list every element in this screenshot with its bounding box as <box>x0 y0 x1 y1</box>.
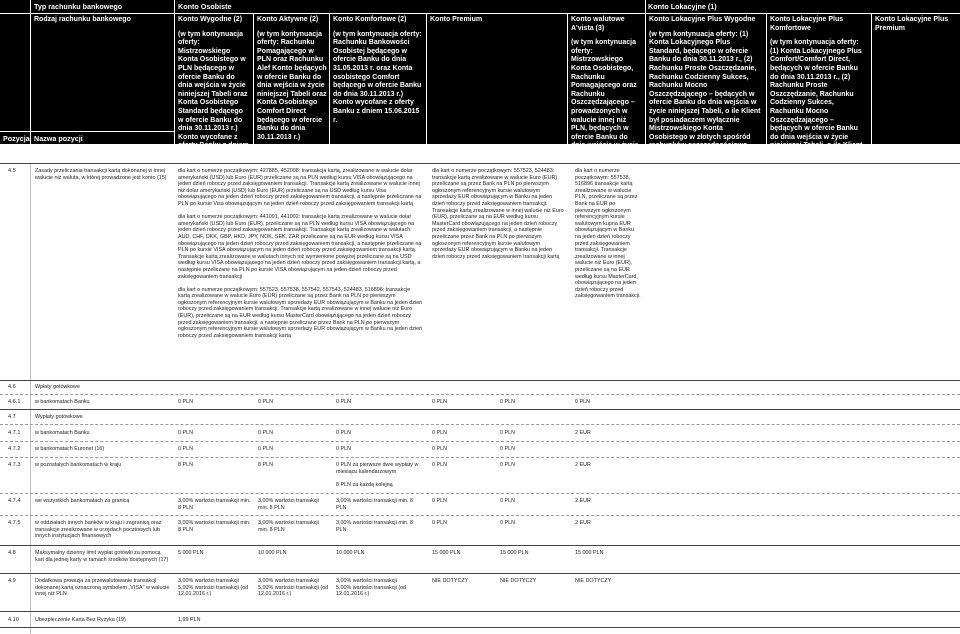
val-walutowe: 2 EUR <box>575 462 591 468</box>
val-premium-2: 0 PLN <box>500 430 515 436</box>
row-pos: 4.6.1 <box>8 399 21 405</box>
val-wygodne: 3,00% wartości transakcji 5,00% wartości transakcji (od 12.01.2016 r.) <box>178 578 249 598</box>
col-desc: (w tym kontynuacja oferty: Mistrzowskiego Konta Osobistego, Rachunku Pomagającego oraz Rachunku Oszczędzającego – prowadzonych w walucie innej niż PLN, będących w ofercie Banku do dnia wejścia w życie niniejszej Tabeli) <box>571 39 639 158</box>
row-name: w oddziałach innych banków w kraju i zagranicą oraz transakcje zrealizowane w urzędach pocztowych lub innych instytucjach finansowych <box>35 520 162 540</box>
val-walutowe: 0 PLN <box>575 399 590 405</box>
val-walutowe: 2 EUR <box>575 498 591 504</box>
row-pos: 4.7 <box>8 414 16 420</box>
col-title: Konto Aktywne (2) <box>257 16 319 23</box>
col-title: Konto Premium <box>430 16 483 23</box>
val-wygodne: 5 000 PLN <box>178 550 204 556</box>
val-komfortowe: 3,00% wartości transakcji min. 8 PLN <box>336 498 413 511</box>
val-wygodne: 3,00% wartości transakcji min. 8 PLN <box>178 520 251 533</box>
val-komfortowe: 0 PLN za pierwsze dwie wypłaty w miesiącu kalendarzowym 8 PLN za każdą kolejną <box>336 462 419 488</box>
row-pos: 4.10 <box>8 617 19 623</box>
val-komfortowe: 0 PLN <box>336 430 351 436</box>
val-aktywne: 0 PLN <box>258 430 273 436</box>
val-wygodne: 0 PLN <box>178 446 193 452</box>
val-wygodne: 1,99 PLN <box>178 617 201 623</box>
val-wygodne: 0 PLN <box>178 399 193 405</box>
col-title: Konto Lokacyjne Plus Wygodne <box>649 16 756 23</box>
val-komfortowe: 0 PLN <box>336 399 351 405</box>
val-aktywne: 3,00% wartości transakcji min. 8 PLN <box>258 520 319 533</box>
val-wygodne: 0 PLN <box>178 430 193 436</box>
val-walutowe: 2 EUR <box>575 430 591 436</box>
val-premium: 0 PLN <box>432 462 447 468</box>
row-pos: 4.7.5 <box>8 520 21 526</box>
col-desc: (w tym kontynuacja oferty: (1) Konta Lokacyjnego Plus Comfort/Comfort Direct, będących w ofercie Banku do dnia 30.11.2013 r., (2) Rachunku Proste Oszczędzanie, Rachunku Codzienny Sukces, Rachunku Mocno Oszczędzającego – będących w ofercie Banku do dnia wejścia w życie niniejszej Tabeli, o ile Klient nie spełnia kryteriów kontynuacji oferty dla Konta Lokacyjnego Plus Wygodnego) <box>770 39 865 184</box>
val-premium-2: 0 PLN <box>500 462 515 468</box>
col-title: Konto Komfortowe (2) <box>333 16 407 23</box>
row-cell-wygodne-komfortowe: dla kart o numerze początkowym: 427885, 452008: transakcja kartą, zrealizowane w walucie dolar amerykański (USD) lub Euro (EUR) przeliczane są na PLN według kursu VISA obowiązującego na jeden dzień roboczy przed zaksięgowaniem transakcji. Transakcje kartą zrealizowane w walucie innej niż dolar amerykański (USD) lub Euro (EUR) przeliczane są na USD według kursu Visa obowiązującego na jeden dzień roboczy przed zaksięgowaniem transakcji, a następnie przeliczane na PLN po kursie Visa obowiązującym na jeden dzień roboczy przed zaksięgowaniem transakcji kartą dla kart o numerze początkowym: 441091, 441092: transakcje kartą zrealizowane w walucie dolar amerykański (USD) lub Euro (EUR), przeliczane są na PLN według kursu VISA obowiązującego na jeden dzień roboczy przed zaksięgowaniem transakcji. Transakcje kartą zrealizowane w walutach: AUD, CHF, DKK, GBP, HKD, JPY, NOK, SEK, ZAR przeliczane są na EUR według kursu VISA obowiązującego na jeden dzień roboczy przed zaksięgowaniem transakcji, a następnie przeliczane na PLN po kursie VISA obowiązującym na jeden dzień roboczy przed zaksięgowaniem transakcji kartą. Transakcje kartą zrealizowane w walutach innych niż wymienione powyżej przeliczane są na USD według kursu VISA obowiązującego na jeden dzień roboczy przed zaksięgowaniem transakcji kartą, a następnie przeliczane na PLN po kursie VISA obowiązującym na jeden dzień roboczy przed zaksięgowaniem transakcji dla kart o numerze początkowym: 557523, 557538, 557542, 557543, 524483, 516896: transakcje kartą zrealizowane w walucie Euro (EUR) przeliczane są przez Bank na PLN po pierwszym ogłoszonym referencyjnym kursie walutowym sprzedaży EUR obowiązującym w Banku na jeden dzień roboczy przed zaksięgowaniem transakcji. Transakcje kartą zrealizowane w innej walucie niż Euro (EUR), przeliczane są na EUR według kursu MasterCard obowiązującego na jeden dzień roboczy przed zaksięgowaniem transakcji, a następnie przeliczane przez Bank na PLN po pierwszym ogłoszonym referencyjnym kursie walutowym sprzedaży EUR obowiązującym w Banku na jeden dzień roboczy przed zaksięgowaniem transakcji kartą <box>178 168 423 339</box>
header-konto-premium <box>427 14 567 144</box>
val-walutowe: NIE DOTYCZY <box>575 578 612 584</box>
row-name: Wypłaty gotówkowe <box>35 414 83 420</box>
col-desc: (w tym kontynuacja oferty: (1) Konta Lokacyjnego Plus Standard, będącego w ofercie Banku do dnia 30.11.2013 r., (2) Rachunku Proste Oszczędzanie, Rachunku Codzienny Sukces, Rachunku Mocno Oszczędzającego – będących w ofercie Banku do dnia wejścia w życie niniejszej Tabeli, o ile Klient był posiadaczem wyłącznie Mistrzowskiego Konta Osobistego w złotych spośród rachunków oszczędnościowo-rozliczeniowych w złotych, do których zastosowanie miał Regulamin Konta) <box>649 30 761 176</box>
val-aktywne: 3,00% wartości transakcji min. 8 PLN <box>258 498 319 511</box>
row-name: w pozostałych bankomatach w kraju <box>35 462 122 468</box>
val-aktywne: 10 000 PLN <box>258 550 287 556</box>
val-premium-2: 0 PLN <box>500 446 515 452</box>
row-cell-walutowe: dla kart o numerze początkowym: 557538, 516896 transakcje kartą zrealizowane w walucie PLN, przeliczane są przez Bank na EUR po pierwszym ogłoszonym referencyjnym kursie walutowym kupna EUR obowiązującym w Banku na jeden dzień roboczy przed zaksięgowaniem transakcji. Transakcje zrealizowane w innej walucie niż Euro (EUR), przeliczane są na EUR według kursu MasterCard, obowiązującego na jeden dzień roboczy przed zaksięgowaniem transakcji. <box>575 168 641 300</box>
val-premium-2: NIE DOTYCZY <box>500 578 537 584</box>
rodzaj-label: Rodzaj rachunku bankowego <box>34 16 131 23</box>
row-pos: 4.7.1 <box>8 430 21 436</box>
row-name: Dodatkowa prowizja za przewalutowanie transakcji dokonanej kartą oznaczoną symbolem „VISA" w walucie innej niż PLN <box>35 578 170 598</box>
row-pos: 4.9 <box>8 578 16 584</box>
val-komfortowe: 10 000 PLN <box>336 550 365 556</box>
col-desc: (w tym kontynuacja oferty: Mistrzowskiego Konta Osobistego w PLN będącego w ofercie Banku do dnia wejścia w życie niniejszej Tabeli oraz Konta Osobistego Standard będącego w ofercie Banku do dnia 30.11.2013 r.) Konto wycofane z oferty Banku z dniem 15.06.2015 r. <box>178 30 249 158</box>
row-name: Zasady przeliczania transakcji kartą dokonanej w innej walucie niż waluta, w której prowadzone jest konto (15) <box>35 168 167 181</box>
val-komfortowe: 0 PLN <box>336 446 351 452</box>
header-lokacyjne-premium <box>872 14 960 144</box>
val-premium: 0 PLN <box>432 520 447 526</box>
header-konto-komfortowe <box>330 14 426 144</box>
val-premium: 0 PLN <box>432 399 447 405</box>
val-premium-2: 15 000 PLN <box>500 550 529 556</box>
row-name: w bankomatach Banku <box>35 399 90 405</box>
row-name: Maksymalny dzienny limit wypłat gotówki za pomocą kart dla jednej karty w ramach środków dostępnych (17) <box>35 550 169 563</box>
val-wygodne: 3,00% wartości transakcji min. 8 PLN <box>178 498 251 511</box>
header-lokacyjne-wygodne <box>646 14 766 176</box>
val-premium: 15 000 PLN <box>432 550 461 556</box>
header-pozycja: Pozycja <box>0 132 30 144</box>
row-pos: 4.7.2 <box>8 446 21 452</box>
row-name: w bankomatach Banku <box>35 430 90 436</box>
col-desc: (w tym kontynuacja oferty: Rachunku Bankowości Osobistej będącego w ofercie Banku do dnia 31.05.2013 r. oraz Konta osobistego Comfort będącego w ofercie Banku do dnia 30.11.2013 r.) Konto wycofane z oferty Banku z dniem 15.06.2015 r. <box>333 30 422 124</box>
row-pos: 4.7.3 <box>8 462 21 468</box>
col-title: Konto Lokacyjne Plus Komfortowe <box>770 16 844 32</box>
val-komfortowe: 3,00% wartości transakcji 5,00% wartości transakcji (od 12.01.2016 r.) <box>336 578 407 598</box>
row-pos: 4.8 <box>8 550 16 556</box>
val-aktywne: 0 PLN <box>258 446 273 452</box>
header-konto-wygodne <box>175 14 253 158</box>
val-premium-2: 0 PLN <box>500 498 515 504</box>
val-premium: 0 PLN <box>432 498 447 504</box>
val-walutowe: 15 000 PLN <box>575 550 604 556</box>
row-pos: 4.7.4 <box>8 498 21 504</box>
row-name: we wszystkich bankomatach za granicą <box>35 498 130 504</box>
val-premium: NIE DOTYCZY <box>432 578 469 584</box>
val-premium-2: 0 PLN <box>500 520 515 526</box>
header-konto-aktywne <box>254 14 330 144</box>
val-premium-2: 0 PLN <box>500 399 515 405</box>
val-premium: 0 PLN <box>432 446 447 452</box>
row-name: w bankomatach Euronet (16) <box>35 446 105 452</box>
col-title: Konto Lokacyjne Plus Premium <box>875 16 949 32</box>
col-desc: (w tym kontynuacja oferty: Rachunku Pomagającego w PLN oraz Rachunku Alef Konto będących w ofercie Banku do dnia wejścia w życie niniejszej Tabeli oraz Konta Osobistego Comfort Direct będącego w ofercie Banku do dnia 30.11.2013 r.) <box>257 30 327 141</box>
row-pos: 4.6 <box>8 384 16 390</box>
header-osobiste-group: Konto Osobiste <box>175 0 641 12</box>
row-pos: 4.5 <box>8 168 16 174</box>
header-col0-title: Typ rachunku bankowego <box>31 0 173 12</box>
header-col0-sub <box>31 14 173 130</box>
row-cell-premium: dla kart o numerze początkowym: 557523, 524483: transakcje kartą zrealizowane w walucie Euro (EUR) przeliczane są przez Bank na PLN po pierwszym ogłoszonym referencyjnym kursie walutowym sprzedaży EUR obowiązującym w Banku na jeden dzień roboczy przed zaksięgowaniem transakcji. Transakcje kartą zrealizowane w innej walucie niż Euro (EUR), przeliczane są na EUR według kursu MasterCard obowiązującego na jeden dzień roboczy przed zaksięgowaniem transakcji, a następnie przeliczane przez Bank na PLN po pierwszym ogłoszonym referencyjnym kursie walutowym sprzedaży EUR obowiązującym w Banku na jeden dzień roboczy przed zaksięgowaniem transakcji kartą <box>432 168 564 260</box>
val-walutowe: 2 EUR <box>575 520 591 526</box>
val-wygodne: 8 PLN <box>178 462 193 468</box>
val-aktywne: 3,00% wartości transakcji 5,00% wartości transakcji (od 12.01.2016 r.) <box>258 578 329 598</box>
val-premium: 0 PLN <box>432 430 447 436</box>
header-lokacyjne-group: Konto Lokacyjne (1) <box>645 0 960 12</box>
row-name: Ubezpieczenie Karta Bez Ryzyka (19) <box>35 617 126 623</box>
row-name: Wpłaty gotówkowe <box>35 384 80 390</box>
header-nazwa-pozycji: Nazwa pozycji <box>31 132 171 144</box>
col-title: Konto Wygodne (2) <box>178 16 243 23</box>
val-aktywne: 0 PLN <box>258 399 273 405</box>
header-konto-walutowe <box>568 14 646 158</box>
val-aktywne: 8 PLN <box>258 462 273 468</box>
header-lokacyjne-komfortowe <box>767 14 871 184</box>
val-komfortowe: 3,00% wartości transakcji min. 8 PLN <box>336 520 413 533</box>
col-title: Konto walutowe A'vista (3) <box>571 16 625 32</box>
